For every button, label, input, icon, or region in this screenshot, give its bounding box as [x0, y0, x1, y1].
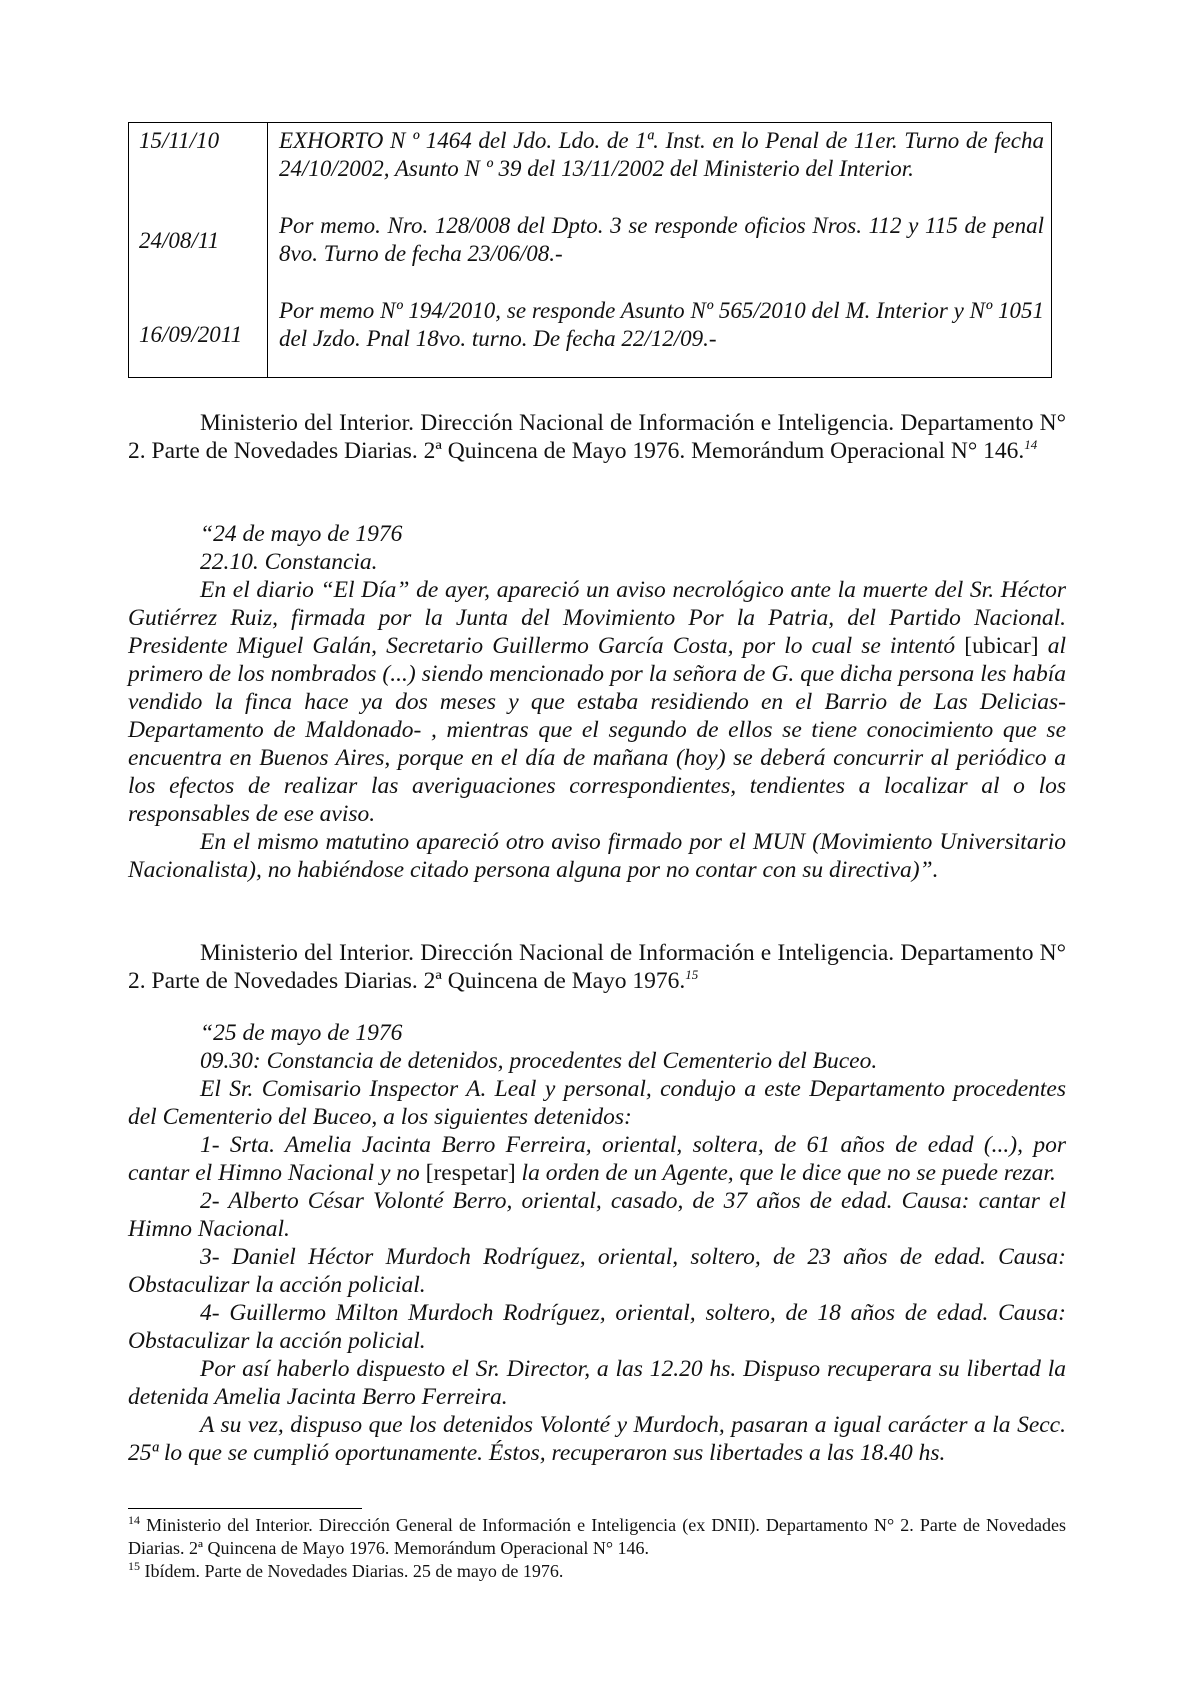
- table-row-date: 15/11/10: [139, 128, 220, 153]
- table-column-divider: [267, 123, 268, 377]
- table-row-description: Por memo Nº 194/2010, se responde Asunto Nº 565/2010 del M. Interior y Nº 1051 del Jzdo. Pnal 18vo. turno. De fecha 22/12/09.-: [279, 298, 1044, 351]
- section-heading: [128, 939, 1066, 995]
- records-table: [128, 122, 1052, 378]
- table-row-date: 24/08/11: [139, 228, 220, 253]
- footnote: [128, 1560, 1066, 1583]
- footnote-number: 14: [128, 1513, 140, 1527]
- quote-date: “25 de mayo de 1976: [200, 1020, 403, 1046]
- footnote-ref: 15: [685, 967, 699, 983]
- heading-text: Ministerio del Interior. Dirección Nacional de Información e Inteligencia. Departamento N° 2. Parte de Novedades Diarias. 2ª Quincena de Mayo 1976.: [128, 940, 1066, 994]
- footnotes: [128, 1514, 1066, 1583]
- detainee-item: 2- Alberto César Volonté Berro, oriental, casado, de 37 años de edad. Causa: cantar el Himno Nacional.: [128, 1188, 1066, 1242]
- footnote-separator: [128, 1508, 362, 1509]
- table-row-description: EXHORTO N º 1464 del Jdo. Ldo. de 1ª. Inst. en lo Penal de 11er. Turno de fecha 24/10/2002, Asunto N º 39 del 13/11/2002 del Ministerio del Interior.: [279, 128, 1044, 181]
- footnote: [128, 1514, 1066, 1560]
- table-row-date: 16/09/2011: [139, 322, 243, 347]
- quote-paragraph: En el mismo matutino apareció otro aviso firmado por el MUN (Movimiento Universitario Nacionalista), no habiéndose citado persona alguna por no contar con su directiva)”.: [128, 829, 1066, 883]
- heading-text: Ministerio del Interior. Dirección Nacional de Información e Inteligencia. Departamento N° 2. Parte de Novedades Diarias. 2ª Quincena de Mayo 1976. Memorándum Operacional N° 146.: [128, 410, 1066, 464]
- quote-date: “24 de mayo de 1976: [200, 521, 403, 547]
- editorial-insert: [ubicar]: [964, 633, 1039, 659]
- quote-paragraph: A su vez, dispuso que los detenidos Volonté y Murdoch, pasaran a igual carácter a la Secc. 25ª lo que se cumplió oportunamente. Éstos, recuperaron sus libertades a las 18.40 hs.: [128, 1412, 1066, 1466]
- quote-paragraph: En el diario “El Día” de ayer, apareció un aviso necrológico ante la muerte del Sr. Héctor Gutiérrez Ruiz, firmada por la Junta del Movimiento Por la Patria, del Partido Nacional. Presidente Miguel Galán, Secretario Guillermo García Costa, por lo cual se intentó [ubicar] al primero de los nombrados (...) siendo mencionado por la señora de G. que dicha persona les había vendido la finca hace ya dos meses y que estaba residiendo en el Barrio de Las Delicias- Departamento de Maldonado- , mientras que el segundo de ellos se tiene conocimiento que se encuentra en Buenos Aires, porque en el día de mañana (hoy) se deberá concurrir al periódico a los efectos de realizar las averiguaciones correspondientes, tendientes a localizar al o los responsables de ese aviso.: [128, 577, 1067, 827]
- detainee-item: 4- Guillermo Milton Murdoch Rodríguez, oriental, soltero, de 18 años de edad. Causa: Obstaculizar la acción policial.: [128, 1300, 1066, 1354]
- quote-paragraph: Por así haberlo dispuesto el Sr. Director, a las 12.20 hs. Dispuso recuperara su libertad la detenida Amelia Jacinta Berro Ferreira.: [128, 1356, 1066, 1410]
- quote-time: 09.30: Constancia de detenidos, procedentes del Cementerio del Buceo.: [200, 1048, 878, 1074]
- table-row-description: Por memo. Nro. 128/008 del Dpto. 3 se responde oficios Nros. 112 y 115 de penal 8vo. Turno de fecha 23/06/08.-: [279, 213, 1044, 266]
- footnote-text: Ibídem. Parte de Novedades Diarias. 25 de mayo de 1976.: [144, 1561, 564, 1581]
- detainee-item: 3- Daniel Héctor Murdoch Rodríguez, oriental, soltero, de 23 años de edad. Causa: Obstaculizar la acción policial.: [128, 1244, 1066, 1298]
- editorial-insert: [respetar]: [425, 1160, 516, 1186]
- footnote-text: Ministerio del Interior. Dirección General de Información e Inteligencia (ex DNII). Departamento N° 2. Parte de Novedades Diarias. 2ª Quincena de Mayo 1976. Memorándum Operacional N° 146.: [128, 1515, 1067, 1558]
- detainee-item: 1- Srta. Amelia Jacinta Berro Ferreira, oriental, soltera, de 61 años de edad (...), por cantar el Himno Nacional y no [respetar] la orden de un Agente, que le dice que no se puede rezar.: [128, 1132, 1066, 1186]
- quote-paragraph: El Sr. Comisario Inspector A. Leal y personal, condujo a este Departamento procedentes del Cementerio del Buceo, a los siguientes detenidos:: [128, 1076, 1066, 1130]
- footnote-ref: 14: [1024, 437, 1038, 453]
- quoted-report: [128, 1019, 1066, 1467]
- quoted-report: [128, 520, 1066, 884]
- section-heading: [128, 409, 1066, 465]
- quote-time: 22.10. Constancia.: [200, 549, 378, 575]
- footnote-number: 15: [128, 1559, 140, 1573]
